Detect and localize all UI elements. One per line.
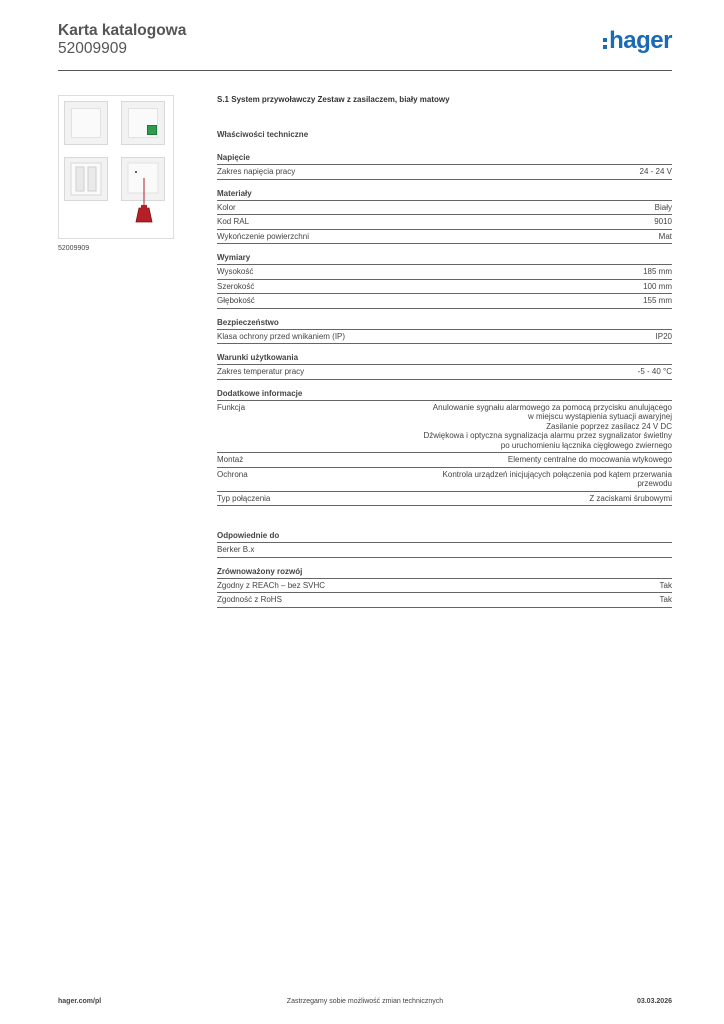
spec-sections — [217, 153, 672, 608]
product-image-signal-light[interactable] — [64, 157, 108, 201]
spec-row — [217, 330, 672, 345]
spec-row — [217, 265, 672, 280]
spec-value: -5 - 40 °C — [637, 367, 672, 376]
spec-label: Szerokość — [217, 281, 255, 291]
section-heading: Dodatkowe informacje — [217, 389, 672, 401]
spec-row — [217, 365, 672, 380]
spec-row — [217, 215, 672, 230]
spec-row — [217, 593, 672, 608]
signal-light-icon — [65, 158, 107, 200]
spec-value: Tak — [659, 595, 672, 604]
pull-cord-switch-icon — [122, 158, 164, 242]
spec-value: 9010 — [654, 217, 672, 226]
spec-row — [217, 230, 672, 245]
spec-value: Biały — [654, 202, 672, 212]
product-image-pull-cord[interactable] — [121, 157, 165, 201]
image-caption: 52009909 — [58, 245, 90, 252]
hager-logo[interactable] — [603, 28, 672, 54]
footer-website-link[interactable]: hager.com/pl — [58, 998, 102, 1005]
spec-label: Klasa ochrony przed wnikaniem (IP) — [217, 331, 346, 341]
section-heading: Wymiary — [217, 253, 672, 265]
spec-label: Typ połączenia — [217, 493, 271, 503]
green-button-icon — [147, 125, 157, 135]
spec-row — [217, 294, 672, 309]
spec-row — [217, 401, 672, 454]
spec-value: Elementy centralne do mocowania wtykowego — [507, 455, 672, 464]
spec-label: Zgodny z REACh – bez SVHC — [217, 580, 326, 590]
spec-row — [217, 280, 672, 295]
spec-label: Zakres napięcia pracy — [217, 167, 296, 176]
logo-text: hager — [609, 27, 672, 54]
section-spacer — [217, 506, 672, 522]
cover-plate — [71, 108, 101, 138]
spec-label: Zakres temperatur pracy — [217, 367, 305, 376]
spec-label: Wysokość — [217, 267, 254, 276]
document-title: Karta katalogowa — [58, 22, 187, 39]
spec-label: Funkcja — [217, 402, 246, 412]
footer-date: 03.03.2026 — [636, 998, 672, 1005]
spec-label: Montaż — [217, 455, 244, 464]
section-heading: Materiały — [217, 189, 672, 201]
spec-label: Głębokość — [217, 296, 255, 305]
spec-value: 155 mm — [643, 296, 672, 305]
section-heading: Warunki użytkowania — [217, 353, 672, 365]
spec-value: IP20 — [655, 331, 672, 341]
spec-row — [217, 453, 672, 468]
logo-dots-icon — [603, 38, 607, 49]
page-header — [58, 22, 672, 71]
spec-label: Kolor — [217, 202, 236, 212]
spec-value: Kontrola urządzeń inicjujących połączenia pod kątem przerwania przewodu — [442, 469, 672, 488]
product-number: 52009909 — [58, 40, 127, 57]
spec-value: 100 mm — [643, 281, 672, 291]
spec-row — [217, 468, 672, 492]
spec-row — [217, 492, 672, 507]
section-heading: Odpowiednie do — [217, 531, 672, 543]
spec-row — [217, 201, 672, 216]
footer-disclaimer: Zastrzegamy sobie możliwość zmian technicznych — [286, 998, 444, 1005]
technical-specification — [217, 95, 672, 608]
spec-row — [217, 543, 672, 558]
section-heading: Napięcie — [217, 153, 672, 165]
section-heading: Bezpieczeństwo — [217, 318, 672, 330]
product-image-plain-cover[interactable] — [64, 101, 108, 145]
product-image-reset-button[interactable] — [121, 101, 165, 145]
spec-row — [217, 579, 672, 594]
section-heading: Zrównoważony rozwój — [217, 567, 672, 579]
spec-value: Mat — [658, 231, 672, 241]
spec-label: Ochrona — [217, 469, 248, 479]
spec-label: Berker B.x — [217, 545, 255, 554]
spec-value: 24 - 24 V — [639, 167, 672, 176]
spec-value: 185 mm — [643, 267, 672, 276]
product-image-gallery — [58, 95, 174, 239]
spec-value: Tak — [659, 580, 672, 590]
product-title: S.1 System przywoławczy Zestaw z zasilaczem, biały matowy — [217, 95, 450, 104]
technical-properties-heading: Właściwości techniczne — [217, 130, 309, 139]
spec-label: Wykończenie powierzchni — [217, 231, 309, 241]
spec-value: Anulowanie sygnału alarmowego za pomocą przycisku anulującego w miejscu wystąpienia sytuacji awaryjnej Zasilanie poprzez zasilacz 24 V DC Dźwiękowa i optyczna sygnalizacja alarmu przez sygnalizator świetlny po uruchomieniu łącznika cięgłowego zwiernego — [423, 402, 672, 450]
spec-label: Kod RAL — [217, 217, 250, 226]
spec-row — [217, 165, 672, 180]
spec-value: Z zaciskami śrubowymi — [589, 493, 672, 503]
spec-label: Zgodność z RoHS — [217, 595, 282, 604]
